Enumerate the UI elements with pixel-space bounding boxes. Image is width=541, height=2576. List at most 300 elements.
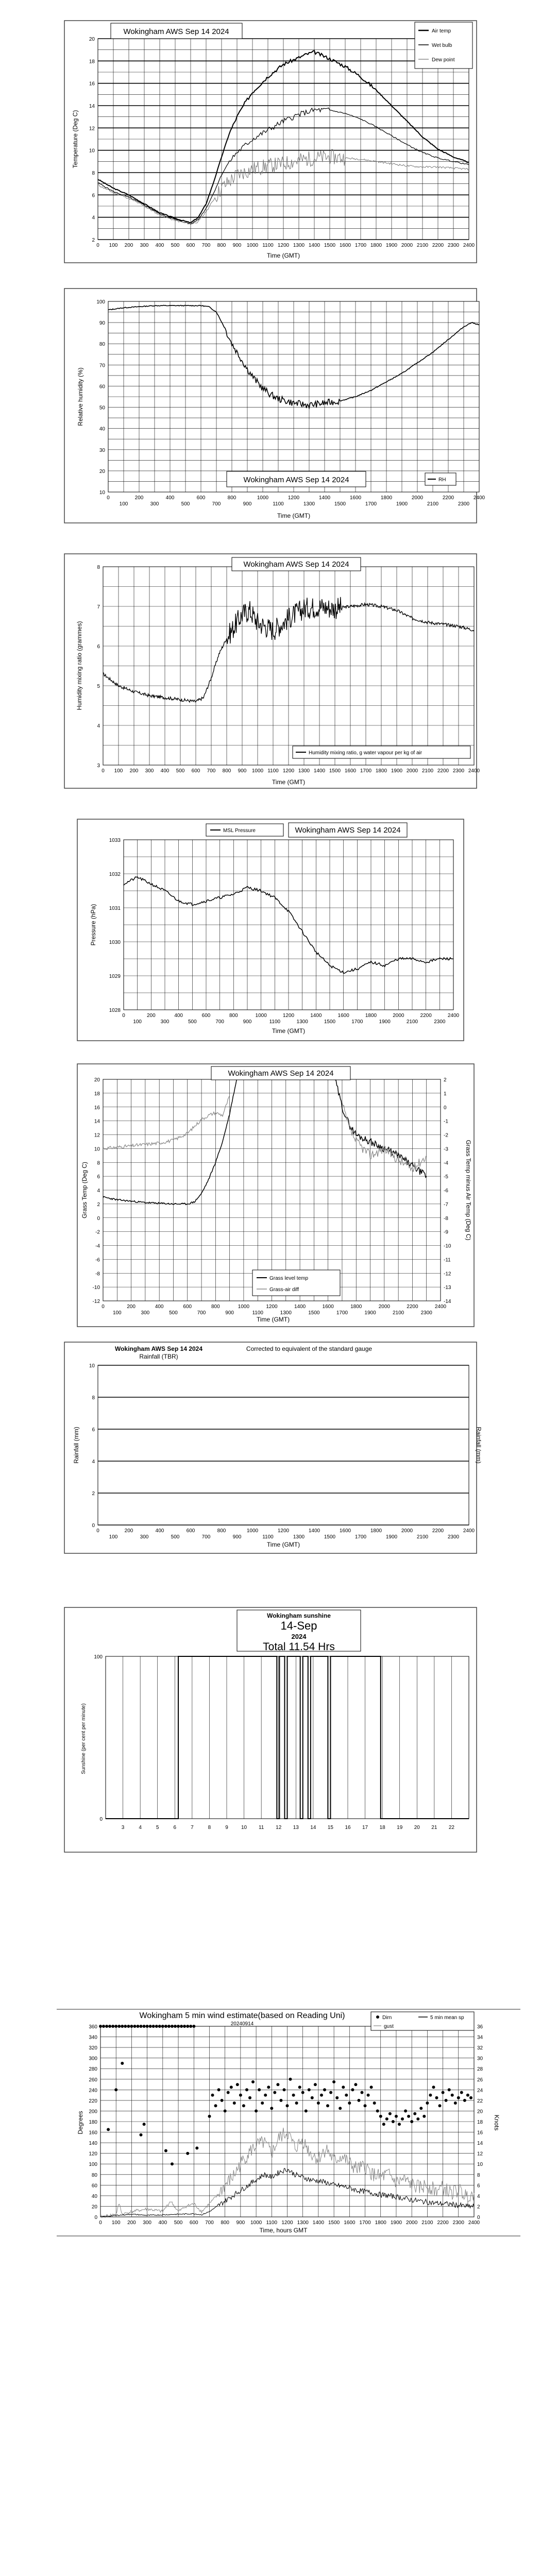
y-axis-label: Relative humidity (%) — [77, 367, 84, 426]
direction-point — [298, 2086, 301, 2089]
x-tick-labels — [96, 243, 475, 248]
y-tick-label: 8 — [92, 171, 95, 176]
x-tick-label: 700 — [201, 243, 211, 248]
y-tick-labels — [89, 37, 95, 243]
x-tick-label: 0 — [99, 2220, 102, 2226]
x-tick-labels — [107, 495, 485, 507]
y-tick-label: 16 — [89, 81, 95, 87]
x-tick-label: 800 — [211, 1304, 220, 1310]
y-tick-label: 24 — [477, 2088, 483, 2094]
x-tick-label: 900 — [243, 1019, 252, 1025]
direction-point — [451, 2094, 454, 2097]
y-tick-label: 100 — [89, 2162, 97, 2168]
x-tick-label: 1700 — [354, 243, 367, 248]
x-tick-label: 1900 — [391, 768, 403, 774]
x-tick-label: 600 — [196, 495, 206, 501]
x-tick-label: 1200 — [266, 1304, 278, 1310]
y-tick-label: 30 — [99, 447, 105, 453]
y-tick-label: 2 — [97, 1201, 100, 1208]
y-tick-label: 3 — [97, 763, 100, 769]
pressure-chart — [0, 817, 541, 1059]
x-tick-label: 1500 — [329, 768, 341, 774]
direction-point — [105, 2025, 108, 2028]
sunshine-chart — [0, 1605, 541, 1857]
x-tick-label: 2000 — [378, 1304, 390, 1310]
legend — [206, 824, 283, 836]
x-tick-label: 1800 — [365, 1013, 377, 1019]
x-tick-label: 1000 — [251, 768, 264, 774]
x-tick-label: 2300 — [434, 1019, 446, 1025]
y-tick-label: 70 — [99, 363, 105, 369]
direction-point — [354, 2083, 357, 2086]
y-tick-label: 16 — [477, 2130, 483, 2136]
y-axis-label: Rainfall (mm) — [73, 1427, 80, 1464]
legend — [252, 1270, 340, 1296]
y-tick-labels — [97, 565, 100, 769]
mixing-ratio-chart — [0, 551, 541, 793]
x-tick-label: 2000 — [406, 2220, 418, 2226]
chart-title: Wokingham AWS Sep 14 2024 — [114, 1345, 203, 1352]
y-tick-label: 6 — [92, 1427, 95, 1433]
direction-point — [379, 2115, 382, 2118]
direction-point — [445, 2099, 448, 2102]
x-tick-label: 2000 — [406, 768, 418, 774]
y-tick-label: 1031 — [109, 906, 121, 911]
direction-point — [422, 2115, 426, 2118]
gauge-note: Corrected to equivalent of the standard gauge — [246, 1345, 373, 1352]
x-tick-label: 900 — [232, 1534, 242, 1540]
y-tick-label: 4 — [477, 2193, 480, 2199]
y-tick-label: 0 — [92, 1523, 95, 1529]
direction-point — [305, 2109, 308, 2112]
direction-point — [133, 2025, 137, 2028]
x-tick-label: 300 — [140, 243, 149, 248]
x-tick-label: 2000 — [401, 243, 413, 248]
x-tick-label: 18 — [379, 1825, 385, 1831]
x-tick-label: 1000 — [250, 2220, 262, 2226]
y-tick-label: 100 — [96, 299, 105, 305]
direction-point — [130, 2025, 133, 2028]
direction-point — [242, 2104, 245, 2107]
x-axis-label: Time (GMT) — [277, 512, 311, 519]
legend-label-grass-temp: Grass level temp — [269, 1276, 309, 1281]
y-tick-label: 5 — [97, 684, 100, 689]
x-tick-label: 200 — [134, 495, 144, 501]
direction-point — [332, 2080, 335, 2083]
x-axis-label: Time (GMT) — [266, 1541, 300, 1548]
x-tick-label: 400 — [158, 2220, 167, 2226]
y-tick-label: 32 — [477, 2045, 483, 2052]
y-tick-label: 1028 — [109, 1008, 121, 1013]
direction-point — [143, 2123, 146, 2126]
direction-point — [463, 2099, 466, 2102]
x-tick-label: 1800 — [350, 1304, 362, 1310]
x-tick-label: 1300 — [296, 1019, 308, 1025]
x-tick-label: 2100 — [406, 1019, 418, 1025]
x-tick-label: 2400 — [473, 495, 485, 501]
x-tick-label: 2400 — [447, 1013, 460, 1019]
x-tick-label: 2000 — [393, 1013, 404, 1019]
direction-point — [419, 2107, 422, 2110]
y-tick-label: -3 — [444, 1146, 448, 1153]
direction-point — [382, 2123, 385, 2126]
y-tick-label: 1029 — [109, 974, 121, 979]
y-tick-label: 14 — [94, 1118, 100, 1125]
x-tick-label: 2300 — [447, 1534, 460, 1540]
x-tick-label: 700 — [207, 768, 216, 774]
x-tick-label: 1700 — [359, 2220, 371, 2226]
x-tick-label: 1600 — [337, 1013, 349, 1019]
x-tick-label: 1300 — [297, 2220, 309, 2226]
y-tick-label: -6 — [95, 1257, 100, 1263]
x-tick-label: 1200 — [277, 243, 290, 248]
y-tick-label: 220 — [89, 2098, 97, 2104]
direction-point — [236, 2083, 239, 2086]
y-tick-label: 6 — [97, 644, 100, 650]
direction-point — [404, 2109, 407, 2112]
direction-point — [454, 2102, 457, 2105]
y-tick-label: -2 — [444, 1132, 448, 1139]
x-tick-label: 700 — [205, 2220, 214, 2226]
x-tick-label: 2300 — [447, 243, 460, 248]
x-tick-label: 1500 — [328, 2220, 340, 2226]
x-tick-label: 400 — [160, 768, 170, 774]
direction-point — [127, 2025, 130, 2028]
humidity-chart — [0, 286, 541, 528]
x-tick-label: 2200 — [437, 768, 449, 774]
x-tick-label: 1200 — [281, 2220, 293, 2226]
legend — [425, 473, 456, 485]
y-tick-label: -1 — [444, 1118, 448, 1125]
x-tick-label: 600 — [186, 1528, 195, 1534]
direction-point — [211, 2094, 214, 2097]
x-tick-label: 2200 — [407, 1304, 418, 1310]
y-tick-label: -11 — [444, 1257, 451, 1263]
y-tick-label: -8 — [95, 1271, 100, 1277]
x-tick-label: 1400 — [308, 1528, 320, 1534]
x-tick-label: 2300 — [458, 501, 470, 507]
direction-point — [435, 2096, 438, 2099]
y-tick-label: 300 — [89, 2056, 97, 2062]
direction-point — [376, 2109, 379, 2112]
x-tick-label: 2000 — [411, 495, 424, 501]
x-tick-label: 400 — [174, 1013, 183, 1019]
direction-point — [158, 2025, 161, 2028]
y-tick-label: 1033 — [109, 838, 121, 843]
y-tick-label: 20 — [477, 2109, 483, 2115]
direction-point — [361, 2091, 364, 2094]
y-tick-label: 12 — [89, 126, 95, 132]
x-tick-label: 2400 — [468, 768, 480, 774]
y-tick-label: 240 — [89, 2088, 97, 2094]
x-tick-label: 500 — [174, 2220, 183, 2226]
direction-point — [370, 2086, 373, 2089]
x-tick-label: 16 — [345, 1825, 351, 1831]
direction-point — [121, 2062, 124, 2065]
x-tick-label: 500 — [169, 1310, 178, 1316]
x-tick-label: 800 — [229, 1013, 238, 1019]
x-tick-label: 2300 — [420, 1310, 432, 1316]
y-tick-label: 4 — [92, 215, 95, 221]
x-tick-label: 1600 — [344, 768, 357, 774]
x-tick-label: 10 — [241, 1825, 247, 1831]
x-tick-label: 300 — [141, 1310, 150, 1316]
y-tick-label: -2 — [95, 1229, 100, 1235]
direction-point — [102, 2025, 105, 2028]
y-tick-label: 26 — [477, 2077, 483, 2083]
y-tick-label: 12 — [94, 1132, 100, 1139]
x-tick-label: 700 — [201, 1534, 211, 1540]
x-tick-label: 300 — [145, 768, 154, 774]
x-tick-label: 1000 — [238, 1304, 250, 1310]
y-tick-label: 36 — [477, 2024, 483, 2030]
legend — [415, 22, 472, 69]
direction-point — [429, 2094, 432, 2097]
x-tick-label: 4 — [139, 1825, 142, 1831]
x-tick-label: 900 — [232, 243, 242, 248]
direction-point — [438, 2104, 442, 2107]
y-tick-label: 18 — [94, 1091, 100, 1097]
x-tick-label: 8 — [208, 1825, 211, 1831]
y-tick-label: -4 — [95, 1243, 100, 1249]
direction-point — [385, 2117, 388, 2121]
temperature-chart — [0, 18, 541, 286]
x-tick-label: 2200 — [442, 495, 454, 501]
direction-point — [448, 2088, 451, 2091]
x-tick-label: 300 — [160, 1019, 170, 1025]
direction-point — [114, 2088, 117, 2091]
y-tick-label: 0 — [444, 1105, 447, 1111]
x-tick-label: 1400 — [318, 495, 331, 501]
x-tick-label: 2200 — [432, 243, 444, 248]
direction-point — [301, 2091, 305, 2094]
x-tick-label: 100 — [133, 1019, 142, 1025]
x-tick-label: 1500 — [324, 1019, 336, 1025]
y-tick-label: 2 — [444, 1077, 447, 1083]
x-tick-label: 15 — [327, 1825, 333, 1831]
direction-point — [251, 2080, 255, 2083]
x-tick-label: 6 — [173, 1825, 177, 1831]
wind-chart — [0, 2007, 541, 2249]
chart-title: Wokingham AWS Sep 14 2024 — [228, 1069, 334, 1078]
legend-label-rh: RH — [438, 477, 446, 483]
x-tick-label: 1800 — [375, 2220, 386, 2226]
direction-point — [121, 2025, 124, 2028]
total-hours: Total 11.54 Hrs — [263, 1641, 335, 1653]
y-tick-labels — [96, 299, 105, 496]
direction-point — [161, 2025, 164, 2028]
direction-point — [171, 2162, 174, 2165]
x-tick-label: 1100 — [252, 1310, 263, 1316]
y-tick-label: 10 — [94, 1146, 100, 1153]
chart-year: 2024 — [291, 1633, 307, 1640]
y-tick-label: 320 — [89, 2045, 97, 2052]
x-tick-label: 11 — [258, 1825, 264, 1831]
x-tick-label: 1400 — [308, 243, 320, 248]
legend-label-gust: gust — [384, 2024, 394, 2029]
direction-point — [392, 2120, 395, 2123]
direction-point — [261, 2102, 264, 2105]
y-tick-label: 10 — [89, 1363, 95, 1369]
x-tick-label: 20 — [414, 1825, 420, 1831]
direction-point — [308, 2088, 311, 2091]
x-tick-label: 7 — [191, 1825, 194, 1831]
direction-point — [426, 2102, 429, 2105]
x-tick-label: 0 — [102, 768, 105, 774]
x-tick-label: 300 — [140, 1534, 149, 1540]
direction-point — [342, 2086, 345, 2089]
direction-point — [233, 2102, 236, 2105]
direction-point — [164, 2025, 167, 2028]
x-tick-label: 1700 — [354, 1534, 367, 1540]
direction-point — [248, 2096, 251, 2099]
y-tick-label: 34 — [477, 2035, 483, 2041]
x-tick-label: 2100 — [416, 243, 429, 248]
x-tick-label: 2300 — [452, 768, 465, 774]
direction-point — [279, 2099, 282, 2102]
x-tick-label: 600 — [191, 768, 200, 774]
x-tick-label: 500 — [171, 1534, 180, 1540]
direction-point — [270, 2107, 273, 2110]
y-tick-label: 80 — [91, 2172, 97, 2178]
x-tick-label: 2200 — [432, 1528, 444, 1534]
x-tick-label: 200 — [124, 1528, 133, 1534]
y-tick-label: -12 — [444, 1271, 451, 1277]
y-tick-label: 6 — [477, 2183, 480, 2189]
direction-point — [395, 2115, 398, 2118]
direction-point — [192, 2025, 195, 2028]
direction-point — [227, 2091, 230, 2094]
x-tick-label: 700 — [212, 501, 221, 507]
x-tick-label: 1900 — [385, 243, 398, 248]
x-tick-label: 1200 — [277, 1528, 290, 1534]
legend — [371, 2012, 474, 2030]
direction-point — [457, 2096, 460, 2099]
x-tick-label: 9 — [225, 1825, 228, 1831]
direction-point — [217, 2088, 221, 2091]
x-tick-labels — [102, 1304, 446, 1316]
y-tick-label: -12 — [92, 1299, 100, 1304]
direction-point — [245, 2088, 248, 2091]
x-tick-label: 100 — [119, 501, 128, 507]
x-axis-label: Time (GMT) — [266, 252, 300, 259]
x-tick-label: 13 — [293, 1825, 299, 1831]
direction-point — [329, 2091, 332, 2094]
y-tick-label: 20 — [99, 468, 105, 474]
chart-title: Wokingham sunshine — [267, 1612, 331, 1619]
y-tick-label: 20 — [91, 2204, 97, 2210]
direction-point — [416, 2117, 419, 2121]
x-tick-label: 14 — [310, 1825, 316, 1831]
direction-point — [432, 2086, 435, 2089]
y-tick-label: -13 — [444, 1285, 451, 1291]
direction-point — [264, 2094, 267, 2097]
x-tick-label: 600 — [201, 1013, 211, 1019]
y2-tick-labels — [477, 2024, 483, 2221]
x-tick-label: 200 — [146, 1013, 156, 1019]
y-tick-labels — [93, 1077, 100, 1304]
x-tick-label: 2200 — [437, 2220, 449, 2226]
y-tick-label: 100 — [94, 1654, 103, 1660]
y-tick-label: 28 — [477, 2066, 483, 2073]
x-tick-label: 900 — [236, 2220, 245, 2226]
x-tick-label: 100 — [112, 1310, 122, 1316]
y-tick-label: 12 — [477, 2151, 483, 2157]
x-tick-label: 2400 — [468, 2220, 480, 2226]
y-tick-label: 40 — [99, 426, 105, 432]
x-axis-label: Time (GMT) — [256, 1316, 290, 1323]
direction-point — [326, 2104, 329, 2107]
x-tick-label: 1300 — [303, 501, 315, 507]
x-tick-label: 100 — [114, 768, 123, 774]
x-tick-label: 2100 — [421, 2220, 433, 2226]
y-tick-label: -8 — [444, 1215, 448, 1222]
legend-label-pressure: MSL Pressure — [223, 828, 256, 834]
legend-label-wet-bulb: Wet bulb — [432, 43, 452, 48]
y-tick-label: -10 — [444, 1243, 451, 1249]
direction-point — [407, 2115, 410, 2118]
legend-swatch-dirn — [376, 2015, 379, 2019]
y-tick-label: -9 — [444, 1229, 448, 1235]
x-tick-label: 2100 — [416, 1534, 429, 1540]
y-tick-label: 20 — [94, 1077, 100, 1083]
y-tick-label: 340 — [89, 2035, 97, 2041]
y-tick-labels — [109, 838, 121, 1013]
x-tick-label: 500 — [181, 501, 190, 507]
x-tick-label: 400 — [155, 1528, 164, 1534]
x-tick-label: 1700 — [351, 1019, 363, 1025]
y-tick-labels — [94, 1654, 103, 1822]
x-tick-labels — [122, 1013, 459, 1025]
x-tick-label: 1100 — [262, 243, 274, 248]
direction-point — [140, 2025, 143, 2028]
x-tick-label: 500 — [171, 243, 180, 248]
x-tick-label: 600 — [183, 1304, 192, 1310]
x-tick-label: 1500 — [324, 243, 336, 248]
direction-point — [273, 2091, 276, 2094]
chart-title: Wokingham AWS Sep 14 2024 — [123, 27, 229, 36]
y-axis-label: Degrees — [77, 2111, 84, 2134]
y-tick-label: 180 — [89, 2120, 97, 2125]
x-tick-label: 1300 — [298, 768, 310, 774]
x-tick-label: 1300 — [280, 1310, 292, 1316]
direction-point — [413, 2112, 416, 2115]
chart-date: 14-Sep — [280, 1619, 317, 1632]
x-tick-label: 1700 — [360, 768, 372, 774]
x-tick-label: 1400 — [312, 2220, 325, 2226]
x-tick-label: 200 — [127, 1304, 136, 1310]
x-tick-labels — [99, 2220, 480, 2226]
x-tick-label: 2400 — [434, 1304, 447, 1310]
direction-point — [174, 2025, 177, 2028]
x-tick-label: 0 — [96, 1528, 99, 1534]
direction-point — [186, 2025, 189, 2028]
x-tick-label: 400 — [165, 495, 175, 501]
direction-point — [401, 2117, 404, 2121]
y-tick-label: 4 — [92, 1459, 95, 1465]
direction-point — [255, 2109, 258, 2112]
direction-point — [345, 2094, 348, 2097]
direction-point — [317, 2102, 320, 2105]
y-tick-label: 8 — [92, 1395, 95, 1401]
direction-point — [410, 2120, 413, 2123]
direction-point — [311, 2096, 314, 2099]
x-tick-labels — [96, 1528, 475, 1540]
y-tick-label: 6 — [92, 193, 95, 199]
x-tick-label: 1300 — [293, 1534, 305, 1540]
x-tick-labels — [122, 1825, 455, 1831]
y-tick-label: 260 — [89, 2077, 97, 2083]
